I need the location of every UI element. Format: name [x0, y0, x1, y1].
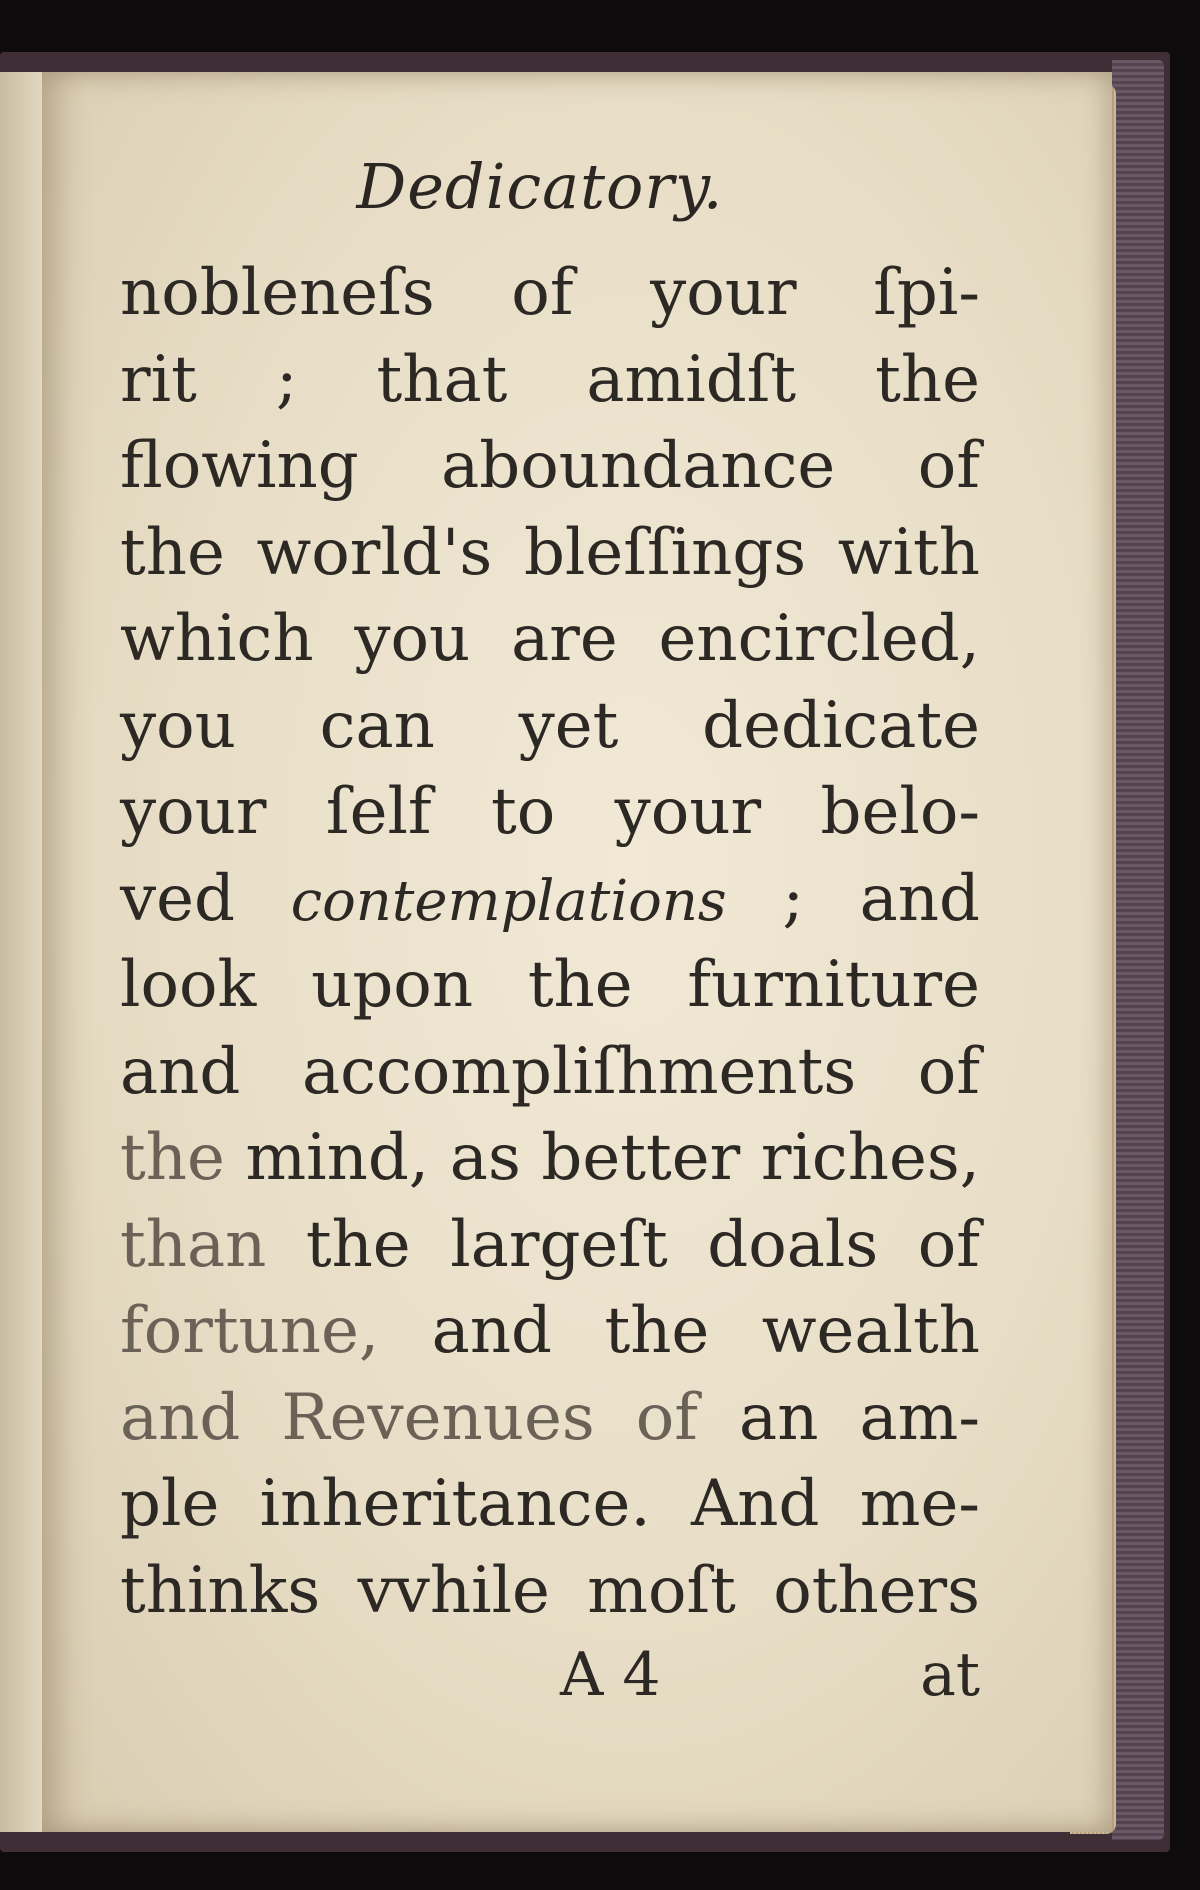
text-line: you can yet dedicate	[120, 688, 980, 763]
text-line: ple inheritance. And me-	[120, 1467, 980, 1541]
text-line: look upon the furniture	[120, 948, 980, 1022]
text-line: thinks vvhile moſt others	[120, 1553, 980, 1628]
text-line: and accompliſhments of	[120, 1034, 980, 1109]
text-line: than the largeſt doals of	[120, 1207, 980, 1282]
page-footer	[120, 1640, 980, 1730]
text-line: flowing aboundance of	[120, 429, 980, 503]
signature-mark: A 4	[560, 1640, 661, 1710]
cloth-binding	[1112, 60, 1164, 1840]
text-line: the world's bleſſings with	[120, 515, 980, 590]
text-line: ved contemplations ; and	[120, 861, 980, 936]
text-line: fortune, and the wealth	[120, 1294, 980, 1368]
text-line: nobleneſs of your ſpi-	[120, 256, 980, 330]
catchword: at	[920, 1640, 980, 1710]
text-line: rit ; that amidſt the	[120, 342, 980, 417]
text-line: which you are encircled,	[120, 602, 980, 676]
text-line: the mind, as better riches,	[120, 1121, 980, 1195]
text-block	[120, 250, 980, 1634]
text-line: your ſelf to your belo-	[120, 775, 980, 849]
facing-page-edge	[0, 72, 42, 1832]
text-line: and Revenues of an am-	[120, 1380, 980, 1455]
running-head: Dedicatory.	[356, 150, 724, 223]
